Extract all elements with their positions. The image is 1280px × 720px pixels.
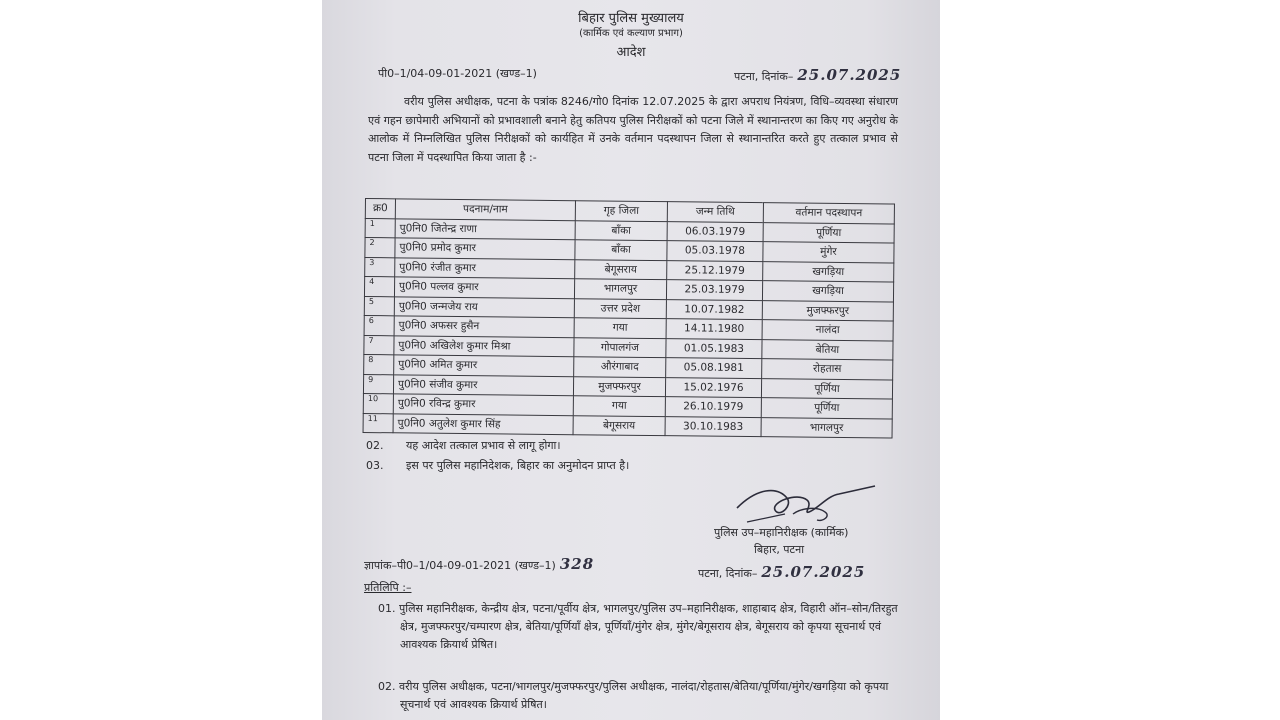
cell-dob: 15.02.1976: [665, 377, 761, 398]
memo-number: [364, 555, 594, 573]
cell-posting: पूर्णिया: [761, 378, 892, 399]
order-body-paragraph: वरीय पुलिस अधीक्षक, पटना के पत्रांक 8246/गो0 दिनांक 12.07.2025 के द्वारा अपराध नियंत्रण, विधि–व्यवस्था संधारण एवं गहन छापेमारी अभियानों को प्रभावशाली बनाने हेतु कतिपय पुलिस निरीक्षकों को पटना जिले में स्थानान्तरण का किए गए अनुरोध के आलोक में निम्नलिखित पुलिस निरीक्षकों को कार्यहित में उनके वर्तमान पदस्थापन जिला से स्थानान्तरित करते हुए तत्काल प्रभाव से पटना जिला में पदस्थापित किया जाता है :-: [368, 95, 898, 164]
cell-dob: 30.10.1983: [665, 416, 761, 437]
cell-posting: खगड़िया: [762, 281, 893, 302]
org-title: बिहार पुलिस मुख्यालय: [578, 11, 684, 26]
cell-posting: नालंदा: [762, 320, 893, 341]
cell-name: पु0नि0 अमित कुमार: [394, 355, 574, 376]
cell-name: पु0नि0 अफसर हुसैन: [394, 316, 574, 337]
cell-posting: मुंगेर: [763, 242, 894, 263]
branch-subtitle: (कार्मिक एवं कल्याण प्रभाग): [579, 28, 683, 39]
cell-home: गया: [573, 396, 665, 416]
cell-posting: पूर्णिया: [763, 222, 894, 243]
cell-name: पु0नि0 रविन्द्र कुमार: [393, 394, 573, 415]
order-date-handwritten: 25.07.2025: [797, 66, 902, 84]
cell-dob: 06.03.1979: [667, 221, 763, 242]
header-dob: जन्म तिथि: [667, 202, 763, 223]
cell-name: पु0नि0 प्रमोद कुमार: [395, 238, 575, 259]
cell-dob: 05.03.1978: [667, 241, 763, 262]
point-text: यह आदेश तत्काल प्रभाव से लागू होगा।: [406, 439, 561, 452]
cell-dob: 25.12.1979: [667, 260, 763, 281]
cell-dob: 10.07.1982: [666, 299, 762, 320]
order-document: [322, 0, 940, 720]
cell-posting: मुजफ्फरपुर: [762, 300, 893, 321]
document-type: आदेश: [616, 45, 646, 60]
cell-serial: 2: [365, 238, 395, 258]
cell-serial: 3: [365, 257, 395, 277]
cell-posting: खगड़िया: [763, 261, 894, 282]
cell-home: बेगूसराय: [575, 259, 667, 279]
copy-to-label: प्रतिलिपि :–: [364, 581, 412, 594]
cell-home: गया: [574, 318, 666, 338]
cell-dob: 05.08.1981: [666, 358, 762, 379]
cell-home: भागलपुर: [574, 279, 666, 299]
cell-name: पु0नि0 पल्लव कुमार: [394, 277, 574, 298]
header-posting: वर्तमान पदस्थापन: [763, 203, 894, 224]
signature-mark: [727, 478, 877, 528]
order-date-label: पटना, दिनांक–: [734, 70, 794, 83]
cell-home: बाँका: [575, 240, 667, 260]
copy-item-01: 01. पुलिस महानिरीक्षक, केन्द्रीय क्षेत्र, पटना/पूर्वीय क्षेत्र, भागलपुर/पुलिस उप–महानिरीक्षक, शाहाबाद क्षेत्र, विहारी ऑन–सोन/तिरहुत क्षेत्र, मुजफ्फरपुर/चम्पारण क्षेत्र, बेतिया/पूर्णियाँ क्षेत्र, पूर्णियाँ/मुंगेर क्षेत्र, मुंगेर/बेगूसराय क्षेत्र, बेगूसराय को कृपया सूचनार्थ एवं आवश्यक क्रियार्थ प्रेषित।: [378, 602, 898, 651]
cell-serial: 5: [364, 296, 394, 316]
table-body: [363, 218, 894, 438]
cell-serial: 10: [363, 393, 393, 413]
cell-posting: भागलपुर: [761, 417, 892, 438]
point-03: [366, 458, 629, 473]
cell-serial: 4: [364, 277, 394, 297]
cell-dob: 01.05.1983: [666, 338, 762, 359]
memo-date-handwritten: 25.07.2025: [761, 563, 866, 581]
memo-handwritten-number: 328: [559, 555, 595, 573]
cell-posting: बेतिया: [762, 339, 893, 360]
point-02: [366, 438, 561, 453]
cell-serial: 1: [365, 218, 395, 238]
memo-label: ज्ञापांक–पी0–1/04-09-01-2021 (खण्ड–1): [364, 559, 556, 572]
cell-serial: 6: [364, 315, 394, 335]
cell-posting: पूर्णिया: [761, 398, 892, 419]
point-number: 02.: [366, 439, 384, 452]
cell-home: गोपालगंज: [574, 337, 666, 357]
cell-home: बेगूसराय: [573, 415, 665, 435]
memo-date-line: [698, 563, 865, 581]
reference-number: पी0–1/04-09-01-2021 (खण्ड–1): [378, 67, 537, 80]
transfer-table: [363, 198, 895, 439]
cell-name: पु0नि0 अतुलेश कुमार सिंह: [393, 413, 573, 434]
cell-name: पु0नि0 जन्मजेय राय: [394, 296, 574, 317]
cell-serial: 8: [364, 354, 394, 374]
table-row: [363, 413, 892, 438]
memo-date-label: पटना, दिनांक–: [698, 567, 758, 580]
cell-home: उत्तर प्रदेश: [574, 298, 666, 318]
signatory-designation: पुलिस उप–महानिरीक्षक (कार्मिक): [714, 526, 849, 539]
cell-name: पु0नि0 संजीव कुमार: [393, 374, 573, 395]
copy-item-02: 02. वरीय पुलिस अधीक्षक, पटना/भागलपुर/मुजफ्फरपुर/पुलिस अधीक्षक, नालंदा/रोहतास/बेतिया/पूर्णिया/मुंगेर/खगड़िया को कृपया सूचनार्थ एवं आवश्यक क्रियार्थ प्रेषित।: [378, 680, 889, 711]
cell-dob: 14.11.1980: [666, 319, 762, 340]
point-text: इस पर पुलिस महानिदेशक, बिहार का अनुमोदन प्राप्त है।: [406, 459, 630, 472]
signatory-place: बिहार, पटना: [754, 543, 805, 556]
point-number: 03.: [366, 459, 384, 472]
cell-dob: 25.03.1979: [666, 280, 762, 301]
cell-home: मुजफ्फरपुर: [573, 376, 665, 396]
cell-serial: 9: [363, 374, 393, 394]
cell-name: पु0नि0 रंजीत कुमार: [395, 257, 575, 278]
cell-serial: 11: [363, 413, 393, 433]
cell-serial: 7: [364, 335, 394, 355]
header-serial: क्र0: [365, 199, 395, 219]
header-name: पदनाम/नाम: [395, 199, 575, 220]
order-date-line: [734, 66, 901, 84]
cell-name: पु0नि0 जितेन्द्र राणा: [395, 218, 575, 239]
cell-home: औरंगाबाद: [574, 357, 666, 377]
header-home-district: गृह जिला: [575, 201, 667, 221]
cell-name: पु0नि0 अखिलेश कुमार मिश्रा: [394, 335, 574, 356]
cell-dob: 26.10.1979: [665, 397, 761, 418]
cell-home: बाँका: [575, 220, 667, 240]
cell-posting: रोहतास: [762, 359, 893, 380]
